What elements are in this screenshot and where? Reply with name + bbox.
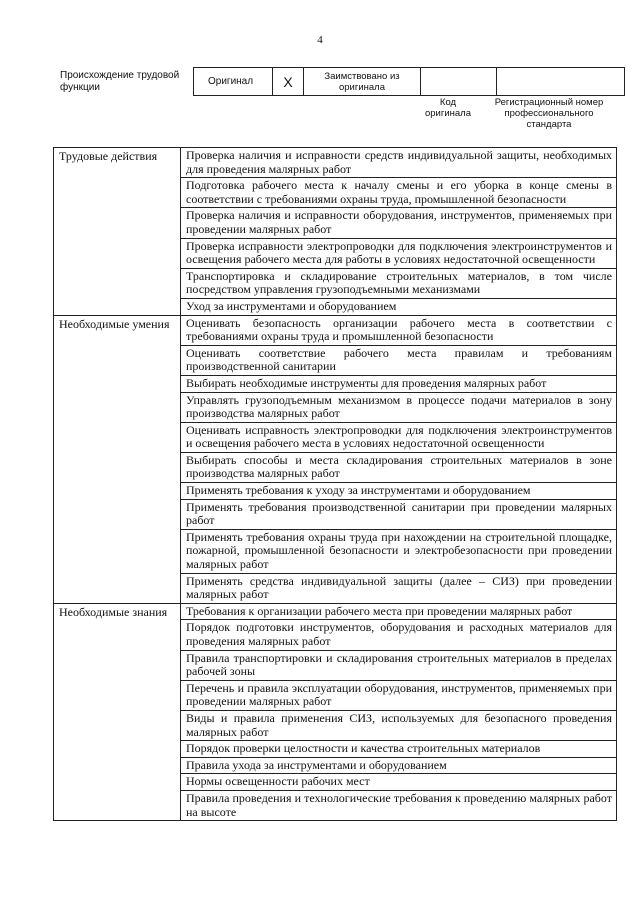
table-row [54,315,617,345]
section-item: Оценивать исправность электропроводки для подключения электроинструментов и освещения рабочего места в условиях недостаточной освещенности [181,422,617,452]
section-item: Оценивать соответствие рабочего места правилам и требованиям производственной санитарии [181,345,617,375]
section-item: Перечень и правила эксплуатации оборудования, инструментов, применяемых при проведении малярных работ [181,680,617,710]
section-item: Порядок проверки целостности и качества строительных материалов [181,741,617,758]
origin-label: Происхождение трудовой функции [60,70,180,93]
origin-table [193,67,625,96]
page-number: 4 [317,34,323,46]
code-caption: Код оригинала [424,97,471,119]
table-row [54,148,617,178]
section-title: Необходимые знания [54,603,181,820]
reg-number-caption: Регистрационный номер профессионального стандарта [494,97,604,130]
section-item: Требования к организации рабочего места при проведении малярных работ [181,603,617,620]
section-item: Нормы освещенности рабочих мест [181,774,617,791]
section-item: Оценивать безопасность организации рабочего места в соответствии с требованиями охраны труда и промышленной безопасности [181,315,617,345]
section-item: Виды и правила применения СИЗ, используемых для безопасного проведения малярных работ [181,710,617,740]
section-item: Применять требования производственной санитарии при проведении малярных работ [181,499,617,529]
section-item: Уход за инструментами и оборудованием [181,298,617,315]
section-item: Проверка наличия и исправности средств индивидуальной защиты, необходимых для проведения малярных работ [181,148,617,178]
section-item: Выбирать способы и места складирования строительных материалов в зоне производства малярных работ [181,452,617,482]
original-mark: X [273,68,304,96]
section-item: Порядок подготовки инструментов, оборудования и расходных материалов для проведения малярных работ [181,620,617,650]
section-item: Применять требования охраны труда при нахождении на строительной площадке, пожарной, промышленной безопасности и электробезопасности при проведении малярных работ [181,529,617,573]
section-item: Проверка наличия и исправности оборудования, инструментов, применяемых при проведении малярных работ [181,208,617,238]
section-item: Управлять грузоподъемным механизмом в процессе подачи материалов в зону производства малярных работ [181,392,617,422]
section-item: Правила проведения и технологические требования к проведению малярных работ на высоте [181,790,617,820]
borrowed-cell: Заимствовано из оригинала [304,68,421,96]
section-item: Применять требования к уходу за инструментами и оборудованием [181,483,617,500]
original-cell: Оригинал [194,68,273,96]
function-table [53,147,617,821]
section-title: Трудовые действия [54,148,181,316]
code-cell [421,68,497,96]
section-item: Применять средства индивидуальной защиты (далее – СИЗ) при проведении малярных работ [181,573,617,603]
reg-number-cell [497,68,625,96]
section-item: Выбирать необходимые инструменты для проведения малярных работ [181,375,617,392]
section-title: Необходимые умения [54,315,181,603]
section-item: Транспортировка и складирование строительных материалов, в том числе посредством управления грузоподъемными механизмами [181,268,617,298]
section-item: Подготовка рабочего места к началу смены и его уборка в конце смены в соответствии с требованиями охраны труда, промышленной безопасности [181,178,617,208]
section-item: Правила транспортировки и складирования строительных материалов в пределах рабочей зоны [181,650,617,680]
section-item: Правила ухода за инструментами и оборудованием [181,757,617,774]
section-item: Проверка исправности электропроводки для подключения электроинструментов и освещения рабочего места для работы в условиях недостаточной освещенности [181,238,617,268]
table-row [54,603,617,620]
